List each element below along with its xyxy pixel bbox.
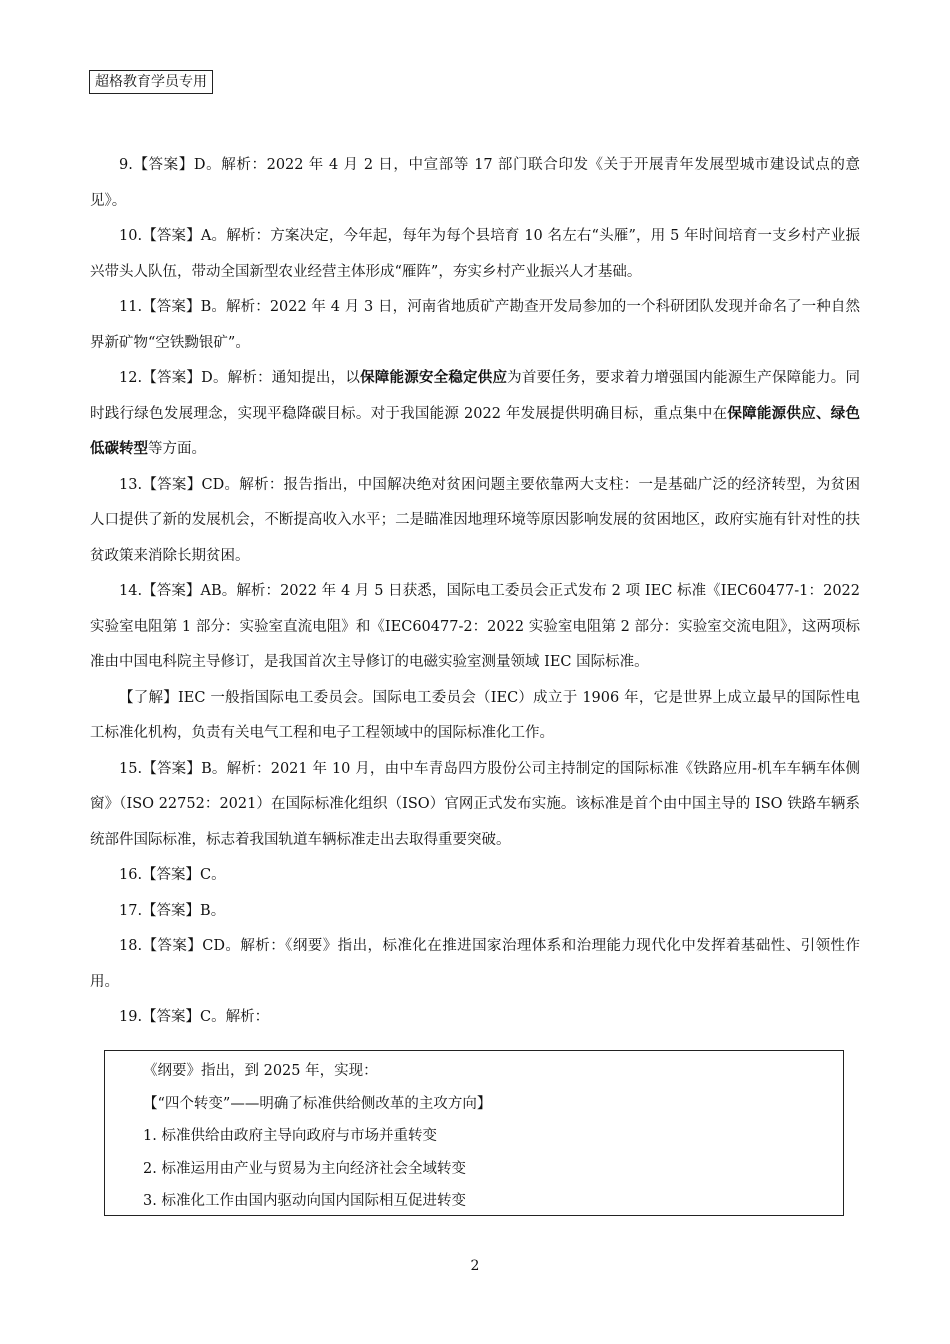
answer-item-12-emphasis-1: 保障能源安全稳定供应 [360, 370, 508, 386]
summary-box-heading: 【“四个转变”——明确了标准供给侧改革的主攻方向】 [143, 1095, 492, 1112]
answer-item-14: 14.【答案】AB。解析：2022 年 4 月 5 日获悉，国际电工委员会正式发布 2 项 IEC 标准《IEC60477-1：2022 实验室电阻第 1 部分：实验室直流电阻》和《IEC60477-2：2022 实验室电阻第 2 部分：实验室交流电阻》，这两项标准由中国电科院主导修订，是我国首次主导修订的电磁实验室测量领域 IEC 国际标准。 [90, 583, 860, 670]
summary-box-line-1: 1. 标准供给由政府主导向政府与市场并重转变 [143, 1128, 437, 1144]
answer-item-10: 10.【答案】A。解析：方案决定，今年起，每年为每个县培育 10 名左右“头雁”，用 5 年时间培育一支乡村产业振兴带头人队伍，带动全国新型农业经营主体形成“雁阵”，夯实乡村产业振兴人才基础。 [90, 228, 860, 280]
summary-box-line-2: 2. 标准运用由产业与贸易为主向经济社会全域转变 [143, 1160, 466, 1177]
summary-box [104, 1050, 844, 1216]
answer-item-17: 17.【答案】B。 [119, 902, 226, 919]
document-header-label: 超格教育学员专用 [89, 70, 213, 94]
answer-item-12-part-2: 为首要任务，要求着力增强国内能源生产保障能力。同时践行绿色发展理念，实现平稳降碳目标。对于我国能源 2022 年发展提供明确目标，重点集中在 [90, 370, 861, 422]
page-number: 2 [470, 1258, 480, 1274]
answer-item-12-part-3: 等方面。 [148, 441, 206, 457]
answer-item-12-emphasis-2: 保障能源供应、绿色低碳转型 [90, 405, 860, 457]
summary-box-intro: 《纲要》指出，到 2025 年，实现： [143, 1063, 378, 1079]
answer-content [90, 148, 860, 1036]
answer-item-12 [90, 361, 860, 468]
answer-item-19: 19.【答案】C。解析： [119, 1009, 270, 1025]
summary-box-line-3: 3. 标准化工作由国内驱动向国内国际相互促进转变 [143, 1193, 466, 1209]
answer-item-18: 18.【答案】CD。解析：《纲要》指出，标准化在推进国家治理体系和治理能力现代化中发挥着基础性、引领性作用。 [90, 938, 860, 990]
answer-item-13: 13.【答案】CD。解析：报告指出，中国解决绝对贫困问题主要依靠两大支柱：一是基础广泛的经济转型，为贫困人口提供了新的发展机会，不断提高收入水平；二是瞄准因地理环境等原因影响发展的贫困地区，政府实施有针对性的扶贫政策来消除长期贫困。 [90, 476, 860, 564]
answer-item-16: 16.【答案】C。 [119, 867, 226, 883]
answer-item-15: 15.【答案】B。解析：2021 年 10 月，由中车青岛四方股份公司主持制定的国际标准《铁路应用-机车车辆车体侧窗》（ISO 22752：2021）在国际标准化组织（ISO）官网正式发布实施。该标准是首个由中国主导的 ISO 铁路车辆系统部件国际标准，标志着我国轨道车辆标准走出去取得重要突破。 [90, 760, 860, 848]
answer-item-11: 11.【答案】B。解析：2022 年 4 月 3 日，河南省地质矿产勘查开发局参加的一个科研团队发现并命名了一种自然界新矿物“空铁黝银矿”。 [90, 299, 860, 351]
answer-item-12-part-1: 12.【答案】D。解析：通知提出，以 [119, 370, 361, 386]
answer-item-9: 9.【答案】D。解析：2022 年 4 月 2 日，中宣部等 17 部门联合印发《关于开展青年发展型城市建设试点的意见》。 [90, 157, 860, 209]
answer-item-14-note: 【了解】IEC 一般指国际电工委员会。国际电工委员会（IEC）成立于 1906 年，它是世界上成立最早的国际性电工标准化机构，负责有关电气工程和电子工程领域中的国际标准化工作。 [90, 689, 860, 741]
